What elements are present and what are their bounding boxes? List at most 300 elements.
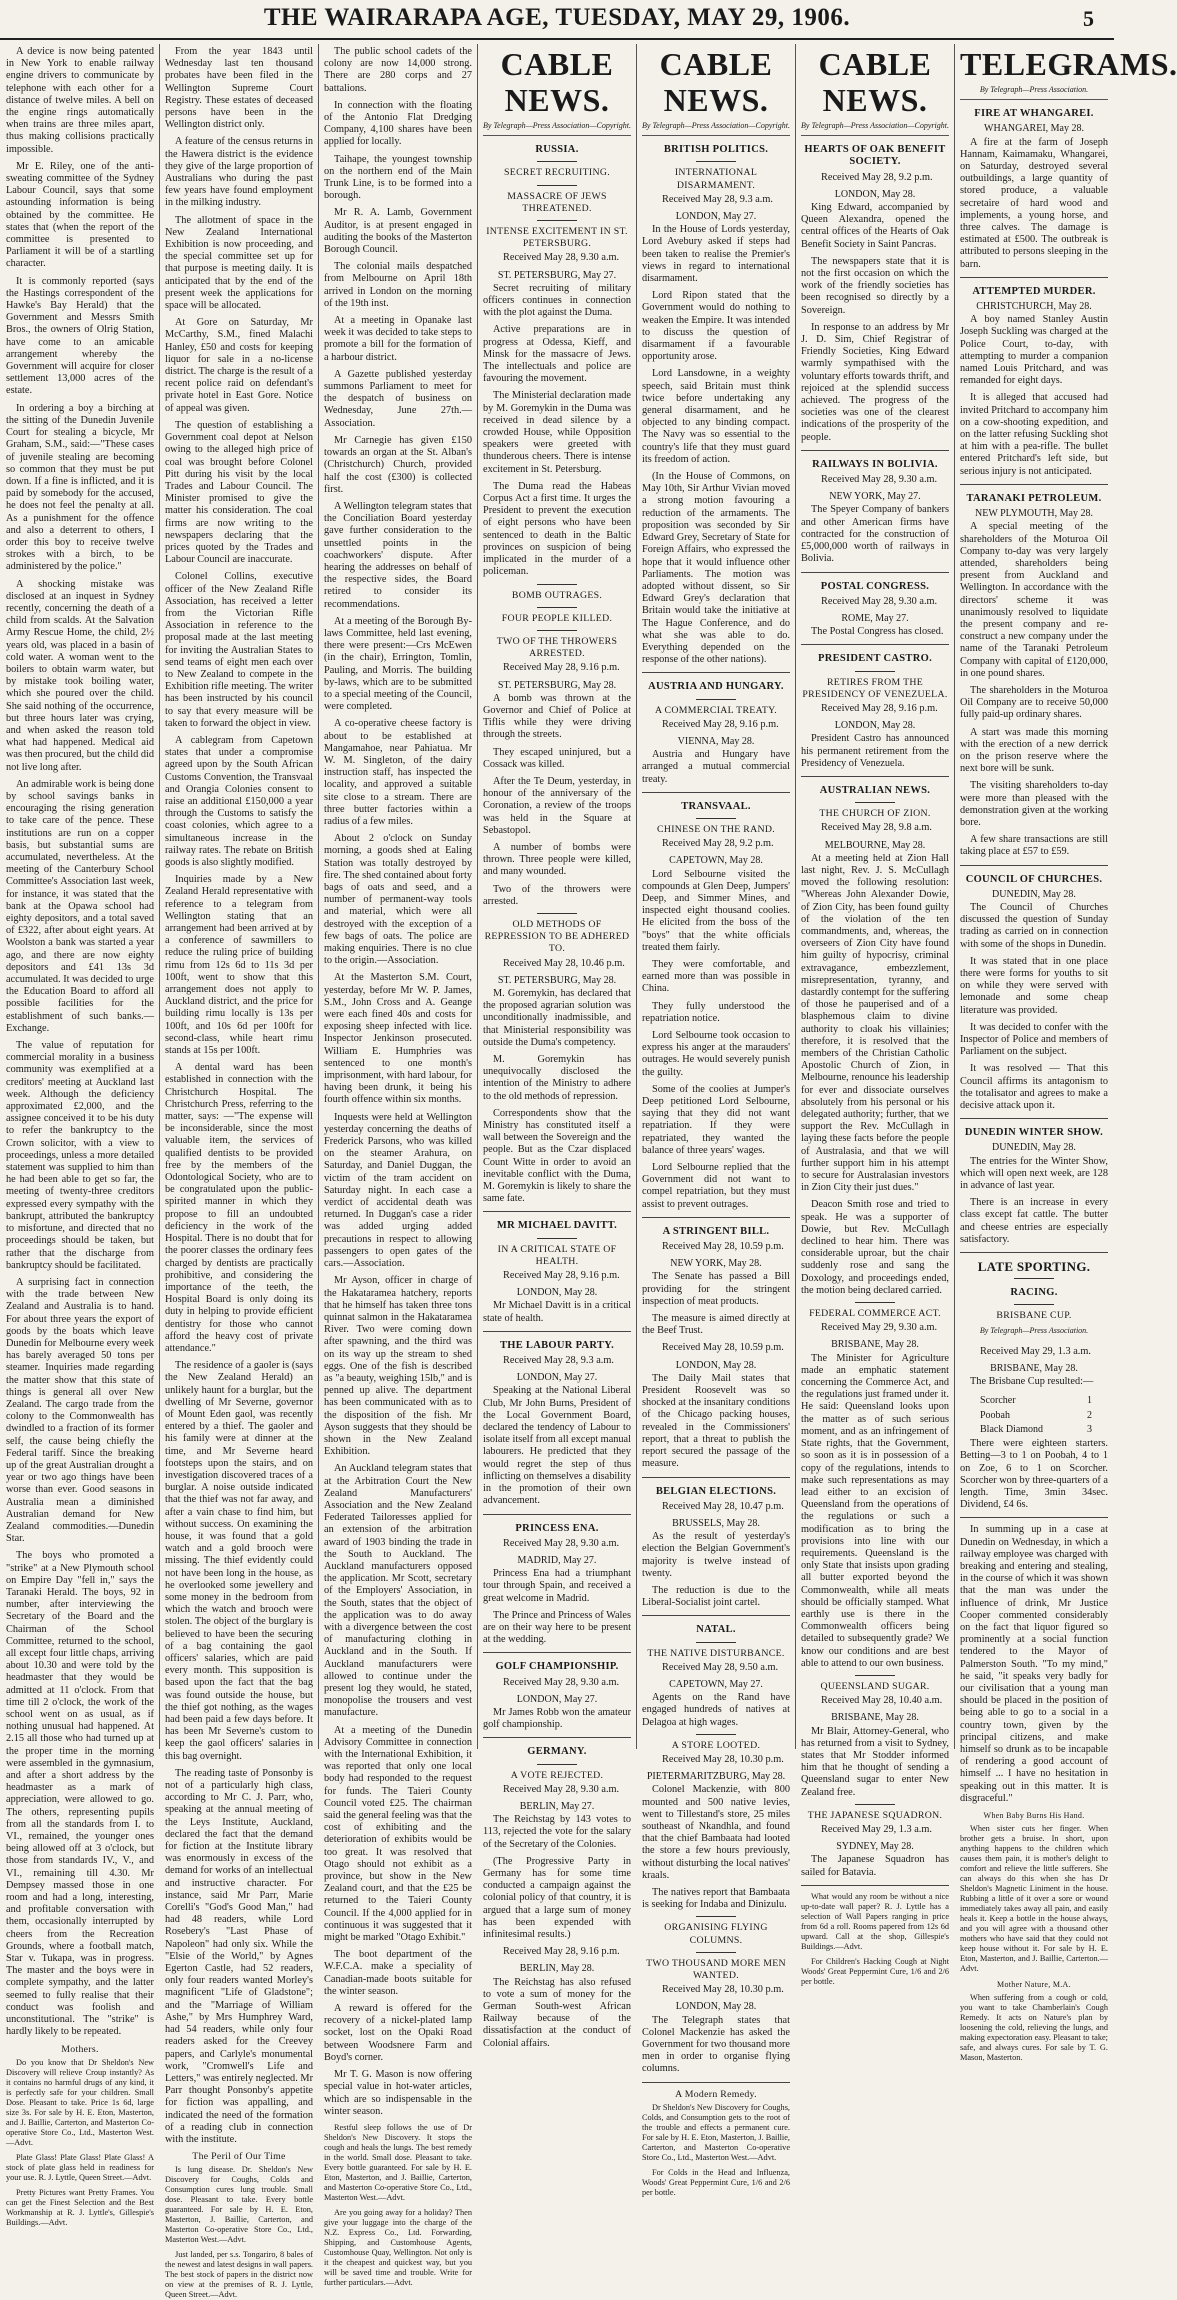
dateline: MADRID, May 27. bbox=[517, 1554, 597, 1566]
divider bbox=[642, 1477, 790, 1478]
divider bbox=[483, 1331, 631, 1332]
dateline: SYDNEY, May 28. bbox=[836, 1841, 914, 1853]
paragraph: Colonel Mackenzie, with 800 mounted and 500 native levies, went to Tillestand's store, 25 miles southeast of Nkandhla, and found that the chief Bambaata had looted the store a few hours previously, without disturbing the local natives' kraals. bbox=[642, 1784, 790, 1881]
divider bbox=[537, 1238, 577, 1239]
table-row bbox=[978, 1424, 1094, 1436]
paragraph: The reduction is due to the Liberal-Socialist joint cartel. bbox=[642, 1584, 790, 1609]
divider bbox=[1014, 1278, 1054, 1279]
divider bbox=[696, 1734, 736, 1735]
divider bbox=[483, 1652, 631, 1653]
dateline: MELBOURNE, May 28. bbox=[824, 839, 926, 851]
paragraph: The Duma read the Habeas Corpus Act a first time. It urges the President to prevent the execution of eight persons who have been sentenced to death in the Baltic provinces on suspicion of being implicated in the murder of a policeman. bbox=[483, 480, 631, 578]
paragraph: The public school cadets of the colony are now 14,000 strong. There are 280 corps and 27 battalions. bbox=[324, 46, 472, 94]
divider bbox=[642, 2082, 790, 2083]
received-line: Received May 29, 9.30 a.m. bbox=[821, 1322, 938, 1334]
divider bbox=[960, 1118, 1108, 1119]
paragraph: The allotment of space in the New Zealand International Exhibition is now proceeding, and the special committee set up for that purpose is meeting daily. It is anticipated that by the end of the present week the applications for space will be allocated. bbox=[165, 214, 313, 312]
paragraph: The visiting shareholders to-day were more than pleased with the demonstration given at the working bore. bbox=[960, 780, 1108, 828]
received-line: Received May 28, 9.3 a.m. bbox=[662, 193, 773, 205]
section-title-telegrams: TELEGRAMS. bbox=[960, 46, 1177, 82]
subheading: A VOTE REJECTED. bbox=[510, 1769, 604, 1781]
paragraph: It was stated that in one place there were forms for youths to sit on while they were served with lemonade and some cheap literature was provided. bbox=[960, 955, 1108, 1016]
paragraph: Lord Ripon stated that the Government would do nothing to weaken the Empire. It was intended to discuss the question of disarmament if a favourable opportunity arose. bbox=[642, 290, 790, 363]
divider bbox=[696, 1916, 736, 1917]
subheading: BOMB OUTRAGES. bbox=[511, 589, 603, 601]
divider bbox=[537, 913, 577, 914]
divider bbox=[855, 671, 895, 672]
dateline: ST. PETERSBURG, May 28. bbox=[497, 974, 617, 986]
masthead bbox=[0, 0, 1114, 40]
column-local-news-1 bbox=[6, 46, 154, 2227]
paragraph: A special meeting of the shareholders of the Moturoa Oil Company to-day was very largely attended, shareholders being present from Auckland and Wellington. In accordance with the directors' scheme it was unanimously resolved to liquidate the present company and re-construct a new company under the name of the Taranaki Petroleum Company with capital of £120,000, in one pound shares. bbox=[960, 521, 1108, 679]
received-line: Received May 28, 9.30 a.m. bbox=[503, 1676, 620, 1688]
paragraph: A boy named Stanley Austin Joseph Suckling was charged at the Police Court, to-day, with attempting to murder a companion named Louis Pritchard, and was remanded for eight days. bbox=[960, 314, 1108, 387]
dateline: LONDON, May 28. bbox=[516, 1287, 598, 1299]
subheading: THE CHURCH OF ZION. bbox=[819, 808, 931, 820]
paragraph: The boys who promoted a "strike" at a New Plymouth school on Empire Day "fell in," says the Taranaki Herald. The boys, 92 in number, after interviewing the Secretary of the Board and the Chairman of the School Committee, returned to the school, all except four little chaps, arriving about 10.30 and were told by the headmaster that they would be admitted at 11 o'clock. From that time till 2 o'clock, the work of the school went on as usual, as if nothing unusual had happened. At 2.15 all those who had turned up at the proper time in the morning were assembled in the gymnasium, and after a short address by the headmaster as a mark of appreciation, were allowed to go. The others, representing pupils from all the standards from I. to VI., remained, the younger ones being allowed off at 3 o'clock, but those from standards IV., V., and VI., remaining till 4.30. Mr Dempsey massed those in one room and had a long, interesting, and profitable conversation with them, occasionally interrupted by cheers from the Recreation Grounds, where a football match, Star v. Tukapa, was in progress. The master and the boys were in complete sympathy, and the latter seemed to fully realise that their conduct was foolish and unconstitutional. The "strike" is hardly likely to be repeated. bbox=[6, 1550, 154, 2038]
paragraph: The measure is aimed directly at the Beef Trust. bbox=[642, 1313, 790, 1337]
paragraph: The Postal Congress has closed. bbox=[811, 626, 944, 638]
received-line: Received May 28, 9.30 a.m. bbox=[821, 595, 938, 607]
advert-text: When sister cuts her finger. When brother gets a bruise. In short, upon anything happens to the children which causes them pain, it is mother's delight to comfort and relieve the little sufferers. She can always do this when she has Dr Sheldon's Magnetic Liniment in the house. Rubbing a little of it over a sore or wound immediately takes away all pain, and easily heals it. Keep a bottle in the house always, and you will agree with a thousand other mothers who have said that they could not keep house without it. For sale by H. E. Eton, Masterton, and J. Baillie, Carterton.—Advt. bbox=[960, 1824, 1108, 1974]
paragraph: In ordering a boy a birching at the sitting of the Dunedin Juvenile Court for stealing a bicycle, Mr Graham, S.M., said:—"These cases of juvenile stealing are becoming so common that they must be put down. If a fine is inflicted, and it is paid by somebody for the accused, he does not feel the penalty at all. As a punishment for the offence and also a deterrent to others, I order this boy to receive twelve strokes with a birch, to be administered by the police." bbox=[6, 402, 154, 573]
column-cable-news-3 bbox=[801, 46, 949, 1986]
paragraph: The value of reputation for commercial morality in a business community was exemplified at a creditors' meeting at Auckland last week. Although the deficiency approximated £2,000, and the assignee conceived it to be his duty to refer the bankruptcy to the Crown solicitor, with a view to proceedings, unless a more detailed statement was supplied to him than he had been able to get so far, the meeting of twenty-three creditors expressed every sympathy with the bankrupt, attributed the bankruptcy to misfortune, and directed that no proceedings should be taken, but rather that the discharge from bankruptcy should be facilitated. bbox=[6, 1040, 154, 1271]
paragraph: The colonial mails despatched from Melbourne on April 18th arrived in London on the morning of the 19th inst. bbox=[324, 261, 472, 309]
paragraph: In summing up in a case at Dunedin on Wednesday, in which a railway employee was charged with breaking and entering and stealing, in the course of which it was shown that the man was under the influence of drink, Mr Justice Cooper commented considerably on the fact that liquor figured so prominently at a social function tendered to the Mayor of Palmerston South. "To my mind," he said, "it speaks very badly for our civilisation that a young man should be placed in the position of being able to go to a social in a country town, given by the principal citizens, and make himself so drunk as to be incapable of rendering a good account of himself ... I have no hesitation in speaking out in this matter. It is disgraceful." bbox=[960, 1524, 1108, 1804]
byline: By Telegraph—Press Association—Copyright. bbox=[801, 120, 949, 136]
divider bbox=[537, 220, 577, 221]
column-rule bbox=[636, 44, 637, 1749]
paragraph: A device is now being patented in New York to enable railway engine drivers to communicate by telephone with each other for a distance of twelve miles. A bell on the engine rings automatically when trains are three miles apart, thus making collisions practically impossible. bbox=[6, 46, 154, 155]
received-line: Received May 28, 9.3 a.m. bbox=[503, 1355, 614, 1367]
paragraph: A bomb was thrown at the Governor and Chief of Police at Tiflis while they were driving through the streets. bbox=[483, 692, 631, 741]
paragraph: An admirable work is being done by school savings banks in encouraging the rising generation to take care of the pence. These institutions are run on a copper basis, but substantial sums are accumulated, nevertheless. At the meeting of the Canterbury School Committee's Association last week, for instance, it was stated that the bank at the Opawa school had eighty depositors, and a total saved of £322, after about eight years. At Woolston a bank was started a year ago, and there are now eighty depositors and £41 13s 3d accumulated. It was decided to urge the Education Board to afford all possible facilities for the establishment of such banks.—Exchange. bbox=[6, 778, 154, 1034]
divider bbox=[483, 1211, 631, 1212]
paragraph: There were eighteen starters. Betting—3 to 1 on Poobah, 4 to 1 on Zoe, 6 to 1 on Scorcher. Scorcher won by three-quarters of a length. Time, 3min 34sec. Dividend, £4 6s. bbox=[960, 1438, 1108, 1511]
paragraph: In response to an address by Mr J. D. Sim, Chief Registrar of Friendly Societies, King Edward warmly sympathised with the voluntary efforts towards thrift, and rejoiced at the splendid success achieved. The progress of the societies was one of the clearest indications of the prosperity of the people. bbox=[801, 321, 949, 443]
dateline: BERLIN, May 28. bbox=[519, 1963, 595, 1975]
column-rule bbox=[318, 44, 319, 1749]
paragraph: A Wellington telegram states that the Conciliation Board yesterday gave further consideration to the unsettled points in the coachworkers' dispute. After hearing the addresses on behalf of the respective sides, the Board retired to consider its recommendations. bbox=[324, 500, 472, 610]
paragraph: Taihape, the youngest township on the northern end of the Main Trunk Line, is to be formed into a borough. bbox=[324, 153, 472, 202]
paragraph: The question of establishing a Government coal depot at Nelson owing to the alleged high price of coal was brought before Colonel Pitt during his visit by the local Trades and Labour Council. The Minister promised to give the matter his consideration. The coal firms are now writing to the newspapers declaring that the prices quoted by the Trades and Labour Council are inaccurate. bbox=[165, 419, 313, 566]
dateline: LONDON, May 27. bbox=[516, 1372, 598, 1384]
headline: RACING. bbox=[1010, 1287, 1058, 1299]
headline: RUSSIA. bbox=[535, 144, 579, 156]
received-line: Received May 28, 9.16 p.m. bbox=[503, 1270, 620, 1282]
advert-text: For Children's Hacking Cough at Night Woods' Great Peppermint Cure, 1/6 and 2/6 per bottle. bbox=[801, 1956, 949, 1986]
paragraph: A cablegram from Capetown states that under a compromise agreed upon by the South African Customs Convention, the Transvaal and Orangia Colonies consent to raise an additional £150,000 a year through the Customs to satisfy the coast colonies, which agree to a simultaneous increase in the railway rates. The rebate on British goods is also slightly modified. bbox=[165, 734, 313, 868]
paragraph: M. Goremykin, has declared that the proposed agrarian solution was unconditionally inadmissible, and that Ministerial responsibility was outside the Duma's competency. bbox=[483, 987, 631, 1048]
advert-text: Is lung disease. Dr. Sheldon's New Discovery for Coughs, Colds and Consumption cures lung trouble. Small dose. Pleasant to take. Every bottle guaranteed. For sale by H. E. Eton, Masterton, J. Baillie, Carterton, and Masterton Co-operative Store Co., Ltd., Masterton West.—Advt. bbox=[165, 2165, 313, 2245]
paragraph: The shareholders in the Moturoa Oil Company are to receive 50,000 fully paid-up ordinary shares. bbox=[960, 684, 1108, 721]
paragraph: They escaped uninjured, but a Cossack was killed. bbox=[483, 746, 631, 770]
subheading: TWO THOUSAND MORE MEN WANTED. bbox=[646, 1957, 786, 1981]
headline: POSTAL CONGRESS. bbox=[820, 580, 930, 592]
paragraph: The natives report that Bambaata is seeking for Indaba and Dinizulu. bbox=[642, 1886, 790, 1911]
dateline: VIENNA, May 28. bbox=[677, 735, 755, 747]
paragraph: It was decided to confer with the Inspector of Police and members of Parliament on the subject. bbox=[960, 1021, 1108, 1058]
paragraph: At the Masterton S.M. Court, yesterday, before Mr W. P. James, S.M., John Cross and A. Geange were each fined 40s and costs for exposing sheep infected with lice. Inspector Jenkinson prosecuted. William E. Humphries was sentenced to one month's imprisonment, with hard labour, for having been drunk, it being his fourth offence within six months. bbox=[324, 972, 472, 1106]
subheading: RETIRES FROM THE PRESIDENCY OF VENEZUELA. bbox=[802, 676, 948, 700]
column-rule bbox=[477, 44, 478, 1749]
divider bbox=[960, 1252, 1108, 1253]
paragraph: A few share transactions are still taking place at £57 to £59. bbox=[960, 834, 1108, 858]
byline: By Telegraph—Press Association—Copyright. bbox=[642, 120, 790, 136]
subheading: MASSACRE OF JEWS THREATENED. bbox=[507, 190, 607, 214]
received-line: Received May 28, 10.46 p.m. bbox=[503, 957, 625, 969]
paragraph: A shocking mistake was disclosed at an inquest in Sydney recently, concerning the death of a child from scalds. At the Salvation Army Rescue Home, the child, 2½ years old, was placed in a basin of cold water. A woman went to the boilers to obtain warm water, but by mistake took boiling water, which she poured over the child. She said nothing of the occurrence, but three hours later was crying, and when asked the reason told what had happened. Medical aid was then procured, but the child did not live long after. bbox=[6, 578, 154, 773]
headline: AUSTRIA AND HUNGARY. bbox=[648, 681, 784, 693]
subheading: SECRET RECRUITING. bbox=[504, 167, 610, 179]
section-title-cable-news: CABLE NEWS. bbox=[500, 46, 614, 118]
paragraph: Agents on the Rand have engaged hundreds of natives at Delagoa at high wages. bbox=[642, 1692, 790, 1728]
dateline: WHANGAREI, May 28. bbox=[984, 123, 1084, 135]
headline: DUNEDIN WINTER SHOW. bbox=[964, 1127, 1104, 1139]
received-line: Received May 28, 10.59 p.m. bbox=[662, 1241, 784, 1253]
advert-heading: Mother Nature, M.A. bbox=[997, 1980, 1071, 1990]
received-line: Received May 28, 10.59 p.m. bbox=[662, 1342, 784, 1354]
headline: GOLF CHAMPIONSHIP. bbox=[495, 1661, 619, 1673]
advert-text: Plate Glass! Plate Glass! Plate Glass! A stock of plate glass held in readiness for your use. R. J. Lyttle, Queen Street.—Advt. bbox=[6, 2152, 154, 2182]
paragraph: The Japanese Squadron has sailed for Batavia. bbox=[801, 1854, 949, 1878]
dateline: BRISBANE, May 28. bbox=[831, 1712, 919, 1724]
paragraph: In the House of Lords yesterday, Lord Avebury asked if steps had been taken to realise the Premier's views in regard to international disarmament. bbox=[642, 224, 790, 285]
paragraph: They were comfortable, and earned more than was possible in China. bbox=[642, 958, 790, 995]
dateline: BRUSSELS, May 28. bbox=[672, 1517, 760, 1529]
paragraph: The Prince and Princess of Wales are on their way here to be present at the wedding. bbox=[483, 1609, 631, 1646]
dateline: NEW YORK, May 27. bbox=[829, 491, 921, 503]
headline: HEARTS OF OAK BENEFIT SOCIETY. bbox=[804, 144, 946, 168]
paragraph: A fire at the farm of Joseph Hannam, Kaimamaku, Whangarei, on Saturday, destroyed several outbuildings, a large quantity of stored produce, a valuable secretaire of hard wood and implements, a young horse, and three calves. The damage is estimated at £500. The outbreak is attributed to persons sleeping in the barn. bbox=[960, 136, 1108, 270]
paragraph: Princess Ena had a triumphant tour through Spain, and received a great welcome in Madrid. bbox=[483, 1568, 631, 1604]
divider bbox=[642, 672, 790, 673]
received-line: Received May 28, 9.30 a.m. bbox=[821, 474, 938, 486]
headline: PRESIDENT CASTRO. bbox=[817, 653, 933, 665]
received-line: Received May 28, 10.40 a.m. bbox=[821, 1695, 943, 1707]
headline: THE LABOUR PARTY. bbox=[499, 1339, 615, 1351]
subheading: ORGANISING FLYING COLUMNS. bbox=[664, 1922, 768, 1946]
placing: 2 bbox=[1087, 1409, 1093, 1421]
paragraph: A Gazette published yesterday summons Parliament to meet for the despatch of business on Wednesday, June 27th.—Association. bbox=[324, 368, 472, 429]
column-cable-news-2 bbox=[642, 46, 790, 2197]
newspaper-title: THE WAIRARAPA AGE, TUESDAY, MAY 29, 1906. bbox=[263, 4, 851, 31]
paragraph: M. Goremykin has unequivocally disclosed the intention of the Ministry to adhere to the old methods of repression. bbox=[483, 1054, 631, 1102]
divider bbox=[696, 818, 736, 819]
paragraph: Mr Michael Davitt is in a critical state of health. bbox=[483, 1300, 631, 1324]
divider bbox=[801, 644, 949, 645]
section-title-cable-news: CABLE NEWS. bbox=[818, 46, 932, 118]
paragraph: President Castro has announced his permanent retirement from the Presidency of Venezuela. bbox=[801, 733, 949, 769]
divider bbox=[537, 584, 577, 585]
divider bbox=[801, 572, 949, 573]
paragraph: Two of the throwers were arrested. bbox=[483, 883, 631, 907]
paragraph: Mr Ayson, officer in charge of the Hakataramea hatchery, reports that he himself has taken three tons quinnat salmon in the Hakataramea River. Two were coming down after spawning, and the third was on its way up the stream to shed eggs. One of the fish is described as "a beauty, weighing 15lb," and is penned up alive. The department has been communicated with as to the disposition of the fish. Mr Ayson suggests that they should be shown in the New Zealand Exhibition. bbox=[324, 1275, 472, 1458]
subheading: THE NATIVE DISTURBANCE. bbox=[647, 1647, 785, 1659]
advert-heading: The Peril of Our Time bbox=[192, 2151, 286, 2163]
divider bbox=[537, 161, 577, 162]
received-line: Received May 28, 9.30 a.m. bbox=[503, 252, 620, 264]
paragraph: A feature of the census returns in the Hawera district is the evidence they give of the large proportion of Australians who during the past few years have found employment in the milking industry. bbox=[165, 136, 313, 209]
paragraph: They fully understood the repatriation notice. bbox=[642, 1000, 790, 1024]
advert-text: Restful sleep follows the use of Dr Sheldon's New Discovery. It stops the cough and heals the lungs. The best remedy in the world. Small dose. Pleasant to take. Every bottle guaranteed. For sale by H. E. Eton, Masterton, and J. Baillie, Carterton, and Masterton Co-operative Store Co., Ltd., Masterton West.—Advt. bbox=[324, 2122, 472, 2202]
received-line: Received May 28, 9.16 p.m. bbox=[503, 1946, 620, 1958]
paragraph: The Reichstag by 143 votes to 113, rejected the vote for the salary of the Secretary of the Colonies. bbox=[483, 1814, 631, 1850]
headline: NATAL. bbox=[696, 1624, 736, 1636]
received-line: Received May 28, 9.8 a.m. bbox=[821, 822, 932, 834]
subheading: IN A CRITICAL STATE OF HEALTH. bbox=[497, 1243, 617, 1267]
paragraph: Some of the coolies at Jumper's Deep petitioned Lord Selbourne, saying that they did not want repatriation. If they were repatriated, they wanted the balance of three years' wages. bbox=[642, 1083, 790, 1156]
paragraph: Inquiries made by a New Zealand Herald representative with reference to a telegram from Wellington stating that an arrangement had been arrived at by a conference of sawmillers to reduce the ruling price of building rimu from 12s 6d to 11s 3d per 100ft, went to show that this arrangement does not apply to Auckland district, and the price for building rimu locally is 13s per 100ft, and 10s 6d per 100ft for second-class, while heart rimu stands at 15s per 100ft. bbox=[165, 874, 313, 1057]
dateline: LONDON, May 28. bbox=[675, 1359, 757, 1371]
paragraph: (The Progressive Party in Germany has for some time conducted a campaign against the colonial policy of that country, it is argued that a large sum of money has been expended with infinitesimal results.) bbox=[483, 1855, 631, 1940]
headline: MR MICHAEL DAVITT. bbox=[496, 1220, 618, 1232]
headline: PRINCESS ENA. bbox=[515, 1522, 599, 1534]
subheading: CHINESE ON THE RAND. bbox=[657, 823, 775, 835]
headline: TRANSVAAL. bbox=[681, 800, 751, 812]
paragraph: At a meeting of the Borough By-laws Committee, held last evening, there were present:—Crs McEwen (in the chair), Errington, Tomlin, Pauling, and Morris. The building by-laws, which are to be submitted to a special meeting of the Council, were completed. bbox=[324, 615, 472, 713]
paragraph: Mr James Robb won the amateur golf championship. bbox=[483, 1706, 631, 1731]
paragraph: The boot department of the W.F.C.A. make a speciality of Canadian-made boots suitable for the winter season. bbox=[324, 1949, 472, 1997]
divider bbox=[960, 1517, 1108, 1518]
paragraph: A reward is offered for the recovery of a nickel-plated lamp socket, lost on the Opaki Road between Woodsnere Farm and Boyd's corner. bbox=[324, 2003, 472, 2063]
dateline: CAPETOWN, May 28. bbox=[669, 855, 763, 867]
headline: COUNCIL OF CHURCHES. bbox=[965, 873, 1103, 885]
subheading: FOUR PEOPLE KILLED. bbox=[501, 612, 613, 624]
headline: BELGIAN ELECTIONS. bbox=[655, 1485, 777, 1497]
paragraph: (In the House of Commons, on May 10th, Sir Arthur Vivian moved a strong motion favouring a reduction of the armaments. The proposition was seconded by Sir Edward Grey, Secretary of State for Foreign Affairs, who expressed the hope that it would influence other Parliaments. The motion was adopted without dissent, so Sir Edward Grey's declaration that Britain would take the initiative at The Hague Conference, and do what she was able to do. Everything depended on the response of the other nations). bbox=[642, 471, 790, 666]
divider bbox=[855, 1675, 895, 1676]
paragraph: Mr E. Riley, one of the anti-sweating committee of the Sydney Labour Council, says that some astounding information is being obtained by the committee. He states that (when the report of the committee is presented to Parliament it will be of a startling character. bbox=[6, 160, 154, 270]
advert-text: When suffering from a cough or cold, you want to take Chamberlain's Cough Remedy. It acts on Nature's plan by loosening the cold, relieving the lungs, and making expectoration easy. Pleasant to take; safe, and always cures. For sale by T. G. Mason, Masterton. bbox=[960, 1993, 1108, 2063]
headline: AUSTRALIAN NEWS. bbox=[819, 784, 931, 796]
dateline: DUNEDIN, May 28. bbox=[992, 888, 1076, 900]
dateline: ST. PETERSBURG, May 28. bbox=[497, 679, 617, 691]
paragraph: From the year 1843 until Wednesday last ten thousand probates have been filed in the Wellington Supreme Court Registry. These estates of deceased persons have been in the Wellington district only. bbox=[165, 46, 313, 131]
dateline: LONDON, May 28. bbox=[834, 188, 916, 200]
advert-text: Do you know that Dr Sheldon's New Discovery will relieve Croup instantly? As it contains no harmful drugs of any kind, it is perfectly safe for your children. Small Dose. Pleasant to take. Price 1s 6d, large size 3s. For sale by H. E. Eton, Masterton, and J. Baillie, Carterton, and Masterton Co-operative Store Co., Ltd., Masterton West.—Advt. bbox=[6, 2057, 154, 2147]
subheading: THE JAPANESE SQUADRON. bbox=[807, 1809, 943, 1821]
column-cable-news-1 bbox=[483, 46, 631, 2049]
column-local-news-3 bbox=[324, 46, 472, 2287]
paragraph: After the Te Deum, yesterday, in honour of the anniversary of the Coronation, a review of the troops was held in the Square at Sebastopol. bbox=[483, 775, 631, 836]
paragraph: Colonel Collins, executive officer of the New Zealand Rifle Association, has received a letter from the Victorian Rifle Association in reference to the proposal made at the last meeting for inviting the Australian States to send teams of eight men each over to New Zealand to compete in the Exhibition rifle meeting. The writer has been instructed by his council to say that every measure will be taken to forward the object in view. bbox=[165, 571, 313, 729]
advert-text: Pretty Pictures want Pretty Frames. You can get the Finest Selection and the Best Workmanship at R. J. Lyttle's, Gillespie's Buildings.—Advt. bbox=[6, 2187, 154, 2227]
headline: TARANAKI PETROLEUM. bbox=[966, 492, 1102, 504]
divider bbox=[483, 1737, 631, 1738]
advert-text: What would any room be without a nice up-to-date wall paper? R. J. Lyttle has a selection of Wall Papers ranging in price from 6d a roll. Rooms papered from 12s 6d upward. Call at the shop, Gillespie's Buildings.—Advt. bbox=[801, 1891, 949, 1951]
received-line: Received May 28, 9.16 p.m. bbox=[821, 702, 938, 714]
divider bbox=[483, 1514, 631, 1515]
column-local-news-2 bbox=[165, 46, 313, 2300]
dateline: ROME, May 27. bbox=[841, 612, 909, 624]
paragraph: As the result of yesterday's election the Belgian Government's majority is twelve instead of twenty. bbox=[642, 1531, 790, 1579]
divider bbox=[537, 630, 577, 631]
paragraph: Mr T. G. Mason is now offering special value in hot-water articles, which are so indispensable in the winter season. bbox=[324, 2069, 472, 2117]
paragraph: The Ministerial declaration made by M. Goremykin in the Duma was received in dead silence by a crowded House, while Opposition speakers were greeted with thunderous cheers. There is intense excitement in St. Petersburg. bbox=[483, 390, 631, 475]
divider bbox=[537, 185, 577, 186]
paragraph: The entries for the Winter Show, which will open next week, are 128 in advance of last year. bbox=[960, 1155, 1108, 1192]
subheading: FEDERAL COMMERCE ACT. bbox=[809, 1308, 941, 1320]
paragraph: The Telegraph states that Colonel Mackenzie has asked the Government for two thousand more men in order to organise flying columns. bbox=[642, 2014, 790, 2075]
paragraph: The newspapers state that it is not the first occasion on which the work of the friendly societies has been recognised so directly by a Sovereign. bbox=[801, 255, 949, 316]
divider bbox=[801, 1885, 949, 1886]
divider bbox=[960, 277, 1108, 278]
column-telegrams bbox=[960, 46, 1177, 2063]
subheading: INTERNATIONAL DISARMAMENT. bbox=[674, 167, 758, 191]
divider bbox=[960, 865, 1108, 866]
divider bbox=[642, 1217, 790, 1218]
paragraph: King Edward, accompanied by Queen Alexandra, opened the central offices of the Hearts of Oak Benefit Society in Saint Pancras. bbox=[801, 202, 949, 250]
dateline: LONDON, May 27. bbox=[516, 1693, 598, 1705]
subheading: TWO OF THE THROWERS ARRESTED. bbox=[496, 635, 618, 660]
paragraph: The Daily Mail states that President Roosevelt was so shocked at the insanitary conditions of the Chicago packing houses, revealed in the Commissioners' report, that a threat to publish the report secured the passage of the measure. bbox=[642, 1372, 790, 1470]
paragraph: A co-operative cheese factory is about to be established at Mangamahoe, near Pahiatua. Mr W. M. Singleton, of the dairy instruction staff, has inspected the locality, and approved a suitable site close to a stream. There are three butter factories within a radius of a few miles. bbox=[324, 718, 472, 827]
subheading: A STORE LOOTED. bbox=[671, 1739, 761, 1751]
received-line: Received May 28, 9.16 p.m. bbox=[503, 662, 620, 674]
dateline: NEW PLYMOUTH, May 28. bbox=[975, 508, 1093, 520]
table-row bbox=[978, 1395, 1094, 1407]
horse-name: Black Diamond bbox=[980, 1423, 1044, 1435]
column-rule bbox=[954, 44, 955, 1749]
paragraph: There is an increase in every class except fat cattle. The butter and cheese entries are especially satisfactory. bbox=[960, 1197, 1108, 1245]
paragraph: At a meeting of the Dunedin Advisory Committee in connection with the International Exhibition, it was reported that only one local body had responded to the request for funds. The Taieri County Council voted £25. The chairman said the general feeling was that the cost of exhibiting and the deterioration of exhibits would be too great. It was resolved that Otago should not exhibit as a province, but show in the New Zealand court, and that the £25 be returned to the Taieri County Council. If the 4,000 applied for in continuous it was suggested that it might be marked "Otago Exhibit." bbox=[324, 1724, 472, 1944]
received-line: Received May 29, 1.3 a.m. bbox=[821, 1823, 932, 1835]
advert-text: Dr Sheldon's New Discovery for Coughs, Colds, and Consumption gets to the root of the trouble and effects a permanent cure. For sale by H. E. Eton, Masterton, J. Baillie, Carterton, and Masterton Co-operative Store Co., Ltd., Masterton West.—Advt. bbox=[642, 2102, 790, 2162]
divider bbox=[696, 699, 736, 700]
dateline: CAPETOWN, May 27. bbox=[669, 1678, 763, 1690]
headline: ATTEMPTED MURDER. bbox=[972, 285, 1096, 297]
paragraph: Lord Selbourne replied that the Government did not want to compel repatriation, but they must assist to prevent outrages. bbox=[642, 1162, 790, 1210]
paragraph: A number of bombs were thrown. Three people were killed, and many wounded. bbox=[483, 841, 631, 878]
paragraph: The residence of a gaoler is (says the New Zealand Herald) an unlikely haunt for a burglar, but the dwelling of Mr Severne, governor of Mount Eden gaol, was recently entered by a thief. The gaoler and his family were at dinner at the time, and Mr Severne heard footsteps upon the stairs, and on investigation discovered traces of a burglar. A noise outside indicated that the thief was not far away, and after a vain chase to find him, but without success. On examining the house, it was found that a gold watch and a gold brooch were missing. The thief evidently could not have been long in the house, as he overlooked some jewellery and some money in the bedroom from which the watch and brooch were stolen. The object of the burglary is believed to have been the securing of a bag containing the gaol officers' salaries, which are paid every month. This supposition is based upon the fact that the bag was found outside the house, but the thief got nothing, as the wages had been paid a few days before. It has been Mr Severne's custom to keep the gaol officers' salaries in this bag overnight. bbox=[165, 1360, 313, 1762]
dateline: NEW YORK, May 28. bbox=[670, 1258, 762, 1270]
subheading: INTENSE EXCITEMENT IN ST. PETERSBURG. bbox=[486, 226, 628, 250]
received-line: Received May 28, 9.30 a.m. bbox=[503, 1537, 620, 1549]
divider bbox=[537, 1764, 577, 1765]
horse-name: Poobah bbox=[980, 1409, 1010, 1421]
subheading: A COMMERCIAL TREATY. bbox=[654, 704, 778, 716]
divider bbox=[642, 792, 790, 793]
byline: By Telegraph—Press Association—Copyright. bbox=[483, 120, 631, 136]
column-rule bbox=[159, 44, 160, 1749]
advert-heading: When Baby Burns His Hand. bbox=[983, 1810, 1085, 1820]
divider bbox=[696, 1642, 736, 1643]
paragraph: The reading taste of Ponsonby is not of a particularly high class, according to Mr C. J. Parr, who, speaking at the annual meeting of the Leys Institute, Auckland, declared the fact that the demand for fiction at the Institute library was enormously in excess of the demand for works of an intellectual and instructive character. For instance, said Mr Parr, Marie Corelli's "God's Good Man," had had 48 readers, while Lord Rosebery's "Last Phase of Napoleon" had only six. While the "Elsie of the World," by Agnes Egerton Castle, had 52 readers, only four readers wanted Morley's magnificent "Life of Gladstone"; and the "Marriage of William Ashe," by Mrs Humphrey Ward, had 54 readers, while only four readers asked for the Creevey papers, and Carlyle's monumental work, "Cromwell's Life and Letters," was entirely neglected. Mr Parr thought Ponsonby's appetite for fiction was appalling, and indicated the need of the formation of a reading club in connection with the institute. bbox=[165, 1767, 313, 2145]
byline: By Telegraph—Press Association. bbox=[979, 1325, 1089, 1335]
paragraph: Correspondents show that the Ministry has constituted itself a wall between the Sovereign and the people. But as the Czar displaced Count Witte in order to avoid an inevitable conflict with the Duma, M. Goremykin is likely to share the same fate. bbox=[483, 1107, 631, 1205]
advert-heading: Mothers. bbox=[61, 2043, 99, 2055]
dateline: PIETERMARITZBURG, May 28. bbox=[646, 1771, 786, 1783]
paragraph: The Speyer Company of bankers and other American firms have contracted for the construction of £5,000,000 worth of railways in Bolivia. bbox=[801, 504, 949, 565]
received-line: Received May 28, 9.50 a.m. bbox=[662, 1661, 779, 1673]
advert-text: Are you going away for a holiday? Then give your luggage into the charge of the N.Z. Express Co., Ltd. Forwarding, Shipping, and Customhouse Agents, Customhouse Quay, Wellington. Not only is it the cheapest and quickest way, but you will be saved time and trouble. Write for further particulars.—Advt. bbox=[324, 2207, 472, 2287]
received-line: Received May 28, 9.16 p.m. bbox=[662, 718, 779, 730]
section-title-cable-news: CABLE NEWS. bbox=[659, 46, 773, 118]
divider bbox=[1014, 1304, 1054, 1305]
paragraph: The Senate has passed a Bill providing for the stringent inspection of meat products. bbox=[642, 1271, 790, 1307]
headline: LATE SPORTING. bbox=[977, 1259, 1091, 1275]
paragraph: At a meeting in Opanake last week it was decided to take steps to promote a bill for the formation of a harbour district. bbox=[324, 315, 472, 363]
paragraph: The Reichstag has also refused to vote a sum of money for the German South-west African Railway because of the dissatisfaction at the conduct of Colonial affairs. bbox=[483, 1976, 631, 2049]
headline: A STRINGENT BILL. bbox=[662, 1225, 770, 1237]
paragraph: The Brisbane Cup resulted:— bbox=[970, 1376, 1094, 1388]
dateline: LONDON, May 28. bbox=[675, 2001, 757, 2013]
divider bbox=[801, 450, 949, 451]
divider bbox=[537, 607, 577, 608]
divider bbox=[855, 1804, 895, 1805]
paragraph: Inquests were held at Wellington yesterday concerning the deaths of Frederick Parsons, who was killed on the steamer Arahura, on Saturday, and Daniel Duggan, the victim of the tram accident on Saturday night. In each case a verdict of accidental death was returned. In Duggan's case a rider was added urging added precautions in respect to allowing passengers to open gates of the cars.—Association. bbox=[324, 1111, 472, 1270]
dateline: BRISBANE, May 28. bbox=[990, 1363, 1078, 1375]
placing: 3 bbox=[1087, 1423, 1093, 1435]
dateline: LONDON, May 28. bbox=[834, 720, 916, 732]
paragraph: Lord Lansdowne, in a weighty speech, said Britain must think twice before undertaking any general disarmament, and he objected to any binding compact. The Navy was so essential to the country's life that they must guard its freedom of action. bbox=[642, 368, 790, 465]
table-row bbox=[978, 1410, 1094, 1422]
paragraph: Secret recruiting of military officers continues in connection with the plot against the Duma. bbox=[483, 282, 631, 319]
paragraph: The Council of Churches discussed the question of Sunday trading as carried on in connection with some of the shops in Dunedin. bbox=[960, 901, 1108, 950]
placing: 1 bbox=[1087, 1395, 1093, 1407]
received-line: Received May 28, 10.30 p.m. bbox=[662, 1753, 784, 1765]
paragraph: Deacon Smith rose and tried to speak. He was a supporter of Dowie, but Rev. McCullagh declined to hear him. There was considerable uproar, but the chair suddenly rose and sang the Doxology, and proceedings ended, the motion being declared carried. bbox=[801, 1199, 949, 1296]
paragraph: An Auckland telegram states that at the Arbitration Court the New Zealand Manufacturers' Association and the New Zealand Federated Tailoresses applied for an extension of the arbitration award of 1903 binding the trade in the South to Auckland. The Auckland manufacturers opposed the application. Mr Scott, secretary of the Employers' Association, in the South, states that the object of the application was to do away with a divergence between the cost of manufacturing clothing in Auckland and in the South. If Auckland manufacturers were allowed to continue under the present log they would, he stated, monopolise the trousers and vest manufacture. bbox=[324, 1463, 472, 1719]
subheading: OLD METHODS OF REPRESSION TO BE ADHERED TO. bbox=[484, 918, 630, 955]
race-results-table bbox=[976, 1393, 1096, 1438]
dateline: DUNEDIN, May 28. bbox=[992, 1142, 1076, 1154]
subheading: QUEENSLAND SUGAR. bbox=[820, 1680, 930, 1692]
received-line: Received May 29, 1.3 a.m. bbox=[980, 1345, 1091, 1357]
received-line: Received May 28, 10.47 p.m. bbox=[662, 1500, 784, 1512]
paragraph: A surprising fact in connection with the trade between New Zealand and Australia is to hand. For about three years the export of goods by the boats which leave Dunedin for Melbourne every week has barely averaged 50 tons per steamer. Inquiries made regarding the matter show that this state of things is general all over New Zealand. The cargo trade from the colony to the Commonwealth has dwindled to a fraction of its former self, the cause being chiefly the Federal tariff. Since the breaking up of the great Australian drought a year or two ago things have been worse than ever. Good seasons in Australia mean a diminished Australian demand for New Zealand commodities.—Dunedin Star. bbox=[6, 1276, 154, 1545]
dateline: BERLIN, May 27. bbox=[519, 1800, 595, 1812]
paragraph: The Minister for Agriculture made an emphatic statement concerning the Commerce Act, and the regulations just framed under it. He said: Queensland looks upon the matter as of such serious moment, and as an infringement of State rights, that the Government, so soon as it is in possession of a copy of the regulations, intends to make such representations as may lead either to an excision of Queensland from the operations of the regulations or such a modification as to bring the provisions into line with our requirements. Queensland is the only State that insists upon grading all butter exported beyond the Commonwealth, while all meats should be officially stamped. What earthly use is there in the Commonwealth officers being detailed to subsequently grade? We know our conditions and are best able to attend to our own business. bbox=[801, 1352, 949, 1669]
paragraph: Mr R. A. Lamb, Government Auditor, is at present engaged in auditing the books of the Masterton Borough Council. bbox=[324, 207, 472, 256]
advert-text: For Colds in the Head and Influenza, Woods' Great Peppermint Cure, 1/6 and 2/6 per bottle. bbox=[642, 2167, 790, 2197]
paragraph: Mr Carnegie has given £150 towards an organ at the St. Alban's (Christchurch) Church, provided half the cost (£300) is collected first. bbox=[324, 434, 472, 495]
paragraph: About 2 o'clock on Sunday morning, a goods shed at Ealing Station was totally destroyed by fire. The shed contained about forty bags of oats and seed, and a number of permanent-way tools and material, which were all destroyed with the exception of a few bags of oats. The police are making enquiries. There is no clue to the origin.—Association. bbox=[324, 833, 472, 967]
received-line: Received May 28, 10.30 p.m. bbox=[662, 1984, 784, 1996]
paragraph: It was resolved — That this Council affirms its antagonism to the totalisator and agrees to make a decisive attack upon it. bbox=[960, 1063, 1108, 1112]
received-line: Received May 28, 9.2 p.m. bbox=[662, 838, 774, 850]
paragraph: A dental ward has been established in connection with the Christchurch Hospital. The Christchurch Press, referring to the matter, says: —"The expense will be inconsiderable, since the most valuable item, the services of qualified dentists to be provided free by the members of the Odontological Society, who are to be congratulated upon the public-spirited manner in which they propose to fill an undoubted deficiency in the work of the Hospital. There is no doubt that for the poorer classes the ordinary fees charged by dentists are practically prohibitive, and considering the importance of the teeth, the Hospital Board is only doing its duty in helping to provide efficient dentistry for those who cannot afford the heavy cost of private attendance." bbox=[165, 1062, 313, 1354]
divider bbox=[855, 802, 895, 803]
received-line: Received May 28, 9.2 p.m. bbox=[821, 171, 933, 183]
divider bbox=[696, 161, 736, 162]
paragraph: It is commonly reported (says the Hastings correspondent of the Hawke's Bay Herald) that the Government and Messrs Smith Bros., the owners of Olrig Station, have come to an amicable arrangement whereby the Government will acquire for closer settlement 13,000 acres of the estate. bbox=[6, 275, 154, 397]
divider bbox=[855, 1302, 895, 1303]
column-rule bbox=[795, 44, 796, 1749]
dateline: BRISBANE, May 28. bbox=[831, 1339, 919, 1351]
paragraph: Austria and Hungary have arranged a mutual commercial treaty. bbox=[642, 749, 790, 785]
paragraph: Mr Blair, Attorney-General, who has returned from a visit to Sydney, states that Mr Stodder informed him that he thought of sending a Queensland sugar to enter New Zealand free. bbox=[801, 1725, 949, 1798]
divider bbox=[642, 1615, 790, 1616]
headline: FIRE AT WHANGAREI. bbox=[974, 108, 1094, 120]
paragraph: Lord Selbourne took occasion to express his anger at the marauders' outrages. He would severely punish the guilty. bbox=[642, 1030, 790, 1078]
byline: By Telegraph—Press Association. bbox=[960, 84, 1108, 100]
divider bbox=[960, 484, 1108, 485]
divider bbox=[801, 776, 949, 777]
paragraph: In connection with the floating of the Antonio Flat Dredging Company, 4,100 shares have been applied for locally. bbox=[324, 99, 472, 148]
advert-heading: A Modern Remedy. bbox=[675, 2088, 757, 2100]
paragraph: It is alleged that accused had invited Pritchard to accompany him on a cow-shooting expedition, and on the latter refusing Suckling shot at him with a pea-rifle. The bullet entered Pritchard's left side, but serious injury is not anticipated. bbox=[960, 392, 1108, 477]
headline: BRITISH POLITICS. bbox=[663, 144, 769, 156]
advert-text: Just landed, per s.s. Tongariro, 8 bales of the newest and latest designs in wall papers. The best stock of papers in the district now on view at the premises of R. J. Lyttle, Queen Street.—Advt. bbox=[165, 2250, 313, 2300]
subheading: BRISBANE CUP. bbox=[996, 1310, 1072, 1322]
paragraph: At Gore on Saturday, Mr McCarthy, S.M., fined Malachi Hanley, £50 and costs for keeping liquor for sale in a no-license district. The charge is the result of a recent police raid on defendant's private hotel in East Gore. Notice of appeal was given. bbox=[165, 317, 313, 414]
horse-name: Scorcher bbox=[980, 1395, 1016, 1407]
dateline: CHRISTCHURCH, May 28. bbox=[976, 301, 1092, 313]
received-line: Received May 28, 9.30 a.m. bbox=[503, 1783, 620, 1795]
